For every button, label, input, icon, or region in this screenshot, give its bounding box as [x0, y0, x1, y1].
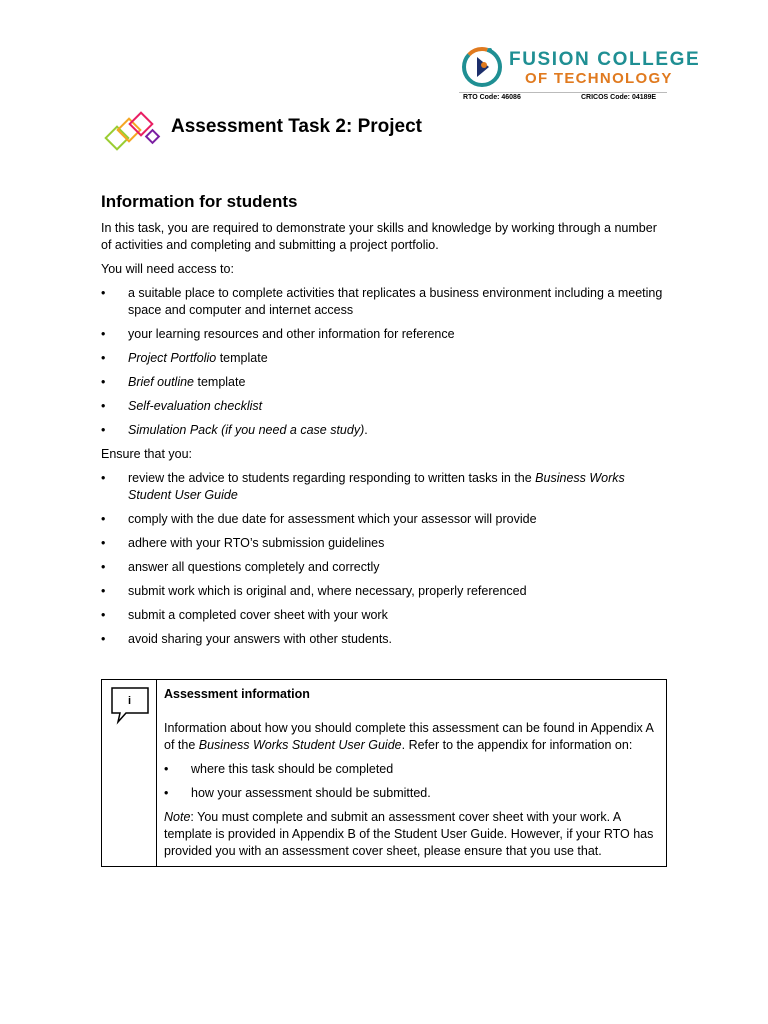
list-item: • adhere with your RTO’s submission guidelines	[101, 535, 669, 552]
list-item: • answer all questions completely and correctly	[101, 559, 669, 576]
intro-paragraph: In this task, you are required to demonstrate your skills and knowledge by working through a number of activities and completing and submitting a project portfolio.	[101, 221, 657, 252]
list-item: • submit a completed cover sheet with your work	[101, 607, 669, 624]
college-logo-icon	[459, 44, 505, 90]
college-name-line1: FUSION COLLEGE	[509, 49, 701, 70]
list-item: • review the advice to students regarding responding to written tasks in the Business Works Student User Guide	[101, 470, 669, 504]
info-speech-bubble-icon	[110, 686, 150, 726]
cricos-code: CRICOS Code: 04189E	[581, 94, 657, 101]
list-item: • a suitable place to complete activities that replicates a business environment including a meeting space and computer and internet access	[101, 285, 669, 319]
section-heading: Information for students	[101, 192, 298, 211]
ensure-list	[101, 470, 669, 648]
rto-code: RTO Code: 46086	[463, 94, 521, 101]
assessment-info-heading: Assessment information	[164, 687, 310, 701]
assessment-note: Note: You must complete and submit an assessment cover sheet with your work. A template is provided in Appendix B of the Student User Guide. However, if your RTO has provided you with an assessment cover sheet, please ensure that you use that.	[164, 810, 654, 858]
access-list	[101, 285, 669, 439]
college-name-line2: OF TECHNOLOGY	[525, 70, 673, 87]
list-item: • comply with the due date for assessment which your assessor will provide	[101, 511, 669, 528]
access-intro: You will need access to:	[101, 262, 234, 276]
assessment-info-paragraph: Information about how you should complete this assessment can be found in Appendix A of the Business Works Student User Guide. Refer to the appendix for information on:	[164, 721, 654, 752]
list-item: • submit work which is original and, where necessary, properly referenced	[101, 583, 669, 600]
list-item: • Project Portfolio template	[101, 350, 669, 367]
assessment-info-list	[164, 761, 659, 802]
diamonds-decoration-icon	[101, 110, 165, 154]
info-icon-cell	[102, 680, 157, 866]
information-for-students-section	[101, 192, 669, 655]
assessment-info-box	[101, 679, 667, 867]
list-item: • Brief outline template	[101, 374, 669, 391]
list-item: • your learning resources and other information for reference	[101, 326, 669, 343]
assessment-info-text	[157, 680, 666, 866]
list-item: • how your assessment should be submitted.	[164, 785, 659, 802]
logo-divider	[459, 92, 667, 93]
list-item: • Simulation Pack (if you need a case study).	[101, 422, 669, 439]
page-title: Assessment Task 2: Project	[171, 116, 422, 137]
svg-text:i: i	[128, 695, 132, 707]
list-item: • Self-evaluation checklist	[101, 398, 669, 415]
college-logo	[459, 44, 701, 106]
ensure-intro: Ensure that you:	[101, 447, 193, 461]
list-item: • avoid sharing your answers with other students.	[101, 631, 669, 648]
list-item: • where this task should be completed	[164, 761, 659, 778]
